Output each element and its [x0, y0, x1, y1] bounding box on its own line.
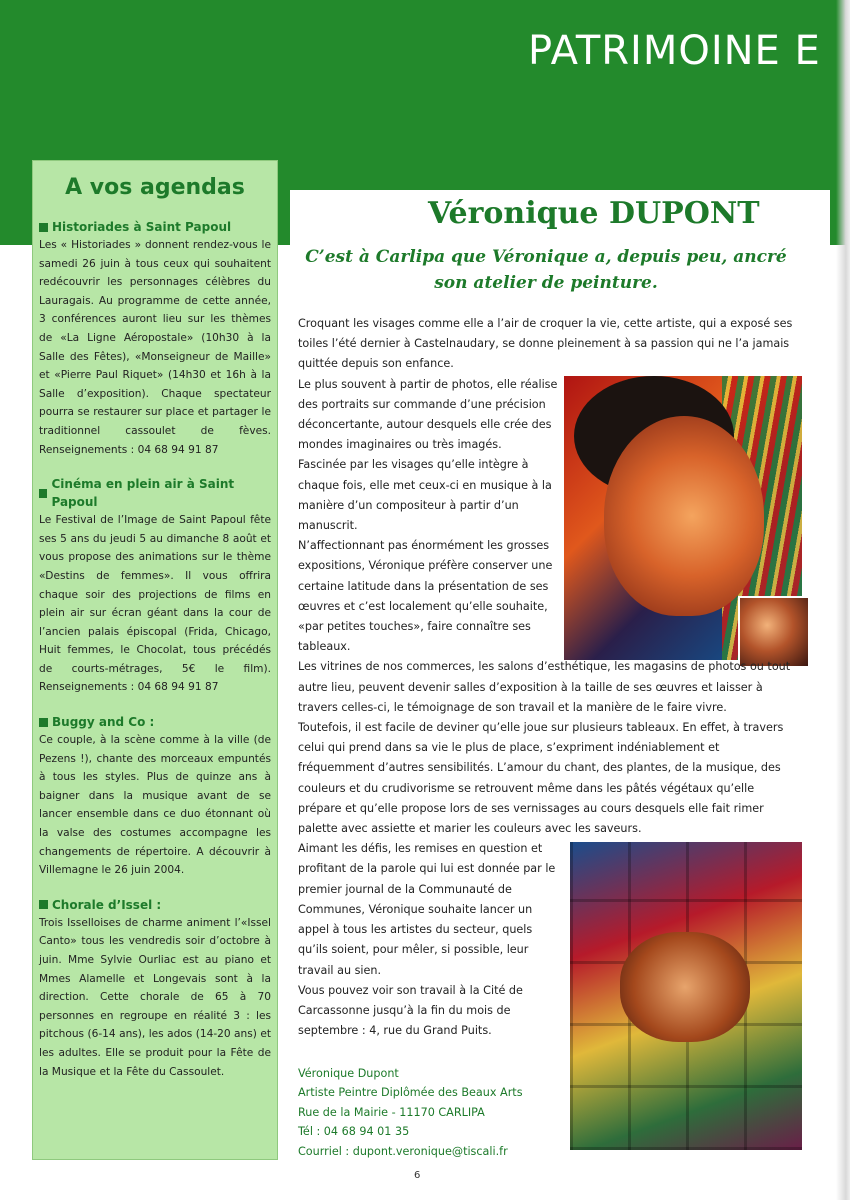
agenda-text: Ce couple, à la scène comme à la ville (de Pezens !), chante des morceaux empuntés à tous les styles. Plus de quinze ans à baigner dans la musique avant de se lancer ensemble dans ce duo étonnant où la valse des costumes accompagne les changements de répertoire. A découvrir à Villemagne le 26 juin 2004.: [39, 734, 271, 877]
article-paragraph: Les vitrines de nos commerces, les salons d’esthétique, les magasins de photos ou tout autre lieu, peuvent devenir salles d’exposition à la taille de ses œuvres et laisser à travers celles-ci, le témoignage de son travail et la manière de le faire vivre.: [298, 660, 791, 714]
contact-email: Courriel : dupont.veronique@tiscali.fr: [298, 1144, 508, 1158]
bullet-square-icon: [39, 489, 47, 498]
agenda-heading: Chorale d’Issel :: [52, 897, 162, 912]
article-lead: C’est à Carlipa que Véronique a, depuis peu, ancré son atelier de peinture.: [305, 247, 787, 293]
contact-name: Véronique Dupont: [298, 1067, 399, 1080]
bullet-square-icon: [39, 223, 48, 232]
page-number: 6: [414, 1170, 421, 1181]
article-title: Véronique DUPONT: [428, 196, 760, 231]
agenda-item: [39, 475, 271, 697]
article-paragraph: Vous pouvez voir son travail à la Cité de Carcassonne jusqu’à la fin du mois de septembre : 4, rue du Grand Puits.: [298, 983, 523, 1038]
section-title: PATRIMOINE E: [528, 28, 821, 74]
agenda-item: [39, 713, 271, 880]
agenda-text: Trois Isselloises de charme animent l’«Issel Canto» tous les vendredis soir d’octobre à juin. Mme Sylvie Ourliac est au piano et Mmes Alamelle et Longevais sont à la direction. Cette chorale de 65 à 70 personnes en regroupe en réalité 3 : les pitchous (6-14 ans), les ados (14-20 ans) et les adultes. Elle se produit pour la Fête de la Musique et la Fête du Cassoulet.: [39, 916, 271, 1078]
contact-address: Rue de la Mairie - 11170 CARLIPA: [298, 1105, 485, 1119]
contact-title: Artiste Peintre Diplômée des Beaux Arts: [298, 1086, 523, 1100]
contact-phone: Tél : 04 68 94 01 35: [298, 1125, 410, 1139]
bullet-square-icon: [39, 900, 48, 909]
agenda-text: Le Festival de l’Image de Saint Papoul fête ses 5 ans du jeudi 5 au dimanche 8 août et vous propose des animations sur le thème «Destins de femmes». Il vous offrira chaque soir des projections de films en plein air sur écran géant dans la cour de l’ancien palais épiscopal (Frida, Chicago, Huit femmes, le Chocolat, tous précédés de courts-métrages, 5€ le film). Renseignements : 04 68 94 91 87: [39, 514, 271, 694]
agenda-text: Les « Historiades » donnent rendez-vous le samedi 26 juin à tous ceux qui souhaitent redécouvrir les personnages célèbres du Lauragais. Au programme de cette année, 3 conférences auront lieu sur les thèmes de «La Ligne Aéropostale» (10h30 à la Salle des Fêtes), «Monseigneur de Maille» et «Pierre Paul Riquet» (14h30 et 16h à la Salle d’exposition). Chaque spectateur pourra se restaurer sur place et partager le traditionnel cassoulet de fèves. Renseignements : 04 68 94 91 87: [39, 239, 271, 456]
article-paragraph: N’affectionnant pas énormément les grosses expositions, Véronique préfère conserver une certaine latitude dans la présentation de ses œuvres et c’est localement qu’elle souhaite, «par petites touches», faire connaître ses tableaux.: [298, 539, 553, 654]
article-body: [298, 314, 796, 1041]
agenda-heading: Cinéma en plein air à Saint Papoul: [51, 477, 235, 510]
agenda-heading: Buggy and Co :: [52, 715, 155, 730]
article-paragraph: Croquant les visages comme elle a l’air de croquer la vie, cette artiste, qui a exposé ses toiles l’été dernier à Castelnaudary, se donne pleinement à sa passion qui ne l’a jamais quittée depuis son enfance.: [298, 317, 793, 371]
agenda-sidebar: [32, 160, 278, 1160]
article-paragraph: Aimant les défis, les remises en question et profitant de la parole qui lui est donnée par le premier journal de la Communauté de Communes, Véronique souhaite lancer un appel à tous les artistes du secteur, quels qu’ils soient, pour mêler, si possible, leur travail au sien.: [298, 842, 556, 977]
agenda-heading: Historiades à Saint Papoul: [52, 220, 232, 234]
article-paragraph: Toutefois, il est facile de deviner qu’elle joue sur plusieurs tableaux. En effet, à travers celui qui prend dans sa vie le plus de place, s’expriment indéniablement et fréquemment d’autres sensibilités. L’amour du chant, des plantes, de la musique, des couleurs et du crudivorisme se retrouvent même dans les pâtés végétaux qu’elle prépare et qu’elle propose lors de ses vernissages au cours desquels elle fait rimer palette avec assiette et marier les couleurs avec les saveurs.: [298, 721, 784, 836]
sidebar-title: A vos agendas: [65, 175, 245, 200]
scan-edge: [836, 0, 850, 1200]
bullet-square-icon: [39, 718, 48, 727]
article-paragraph: Fascinée par les visages qu’elle intègre à chaque fois, elle met ceux-ci en musique à la manière d’un compositeur à partir d’un manuscrit.: [298, 458, 552, 533]
agenda-item: [39, 896, 271, 1081]
article-paragraph: Le plus souvent à partir de photos, elle réalise des portraits sur commande d’une précision déconcertante, autour desquels elle crée des mondes imaginaires ou très imagés.: [298, 377, 558, 452]
agenda-item: [39, 218, 271, 459]
artist-contact: [298, 1064, 578, 1161]
